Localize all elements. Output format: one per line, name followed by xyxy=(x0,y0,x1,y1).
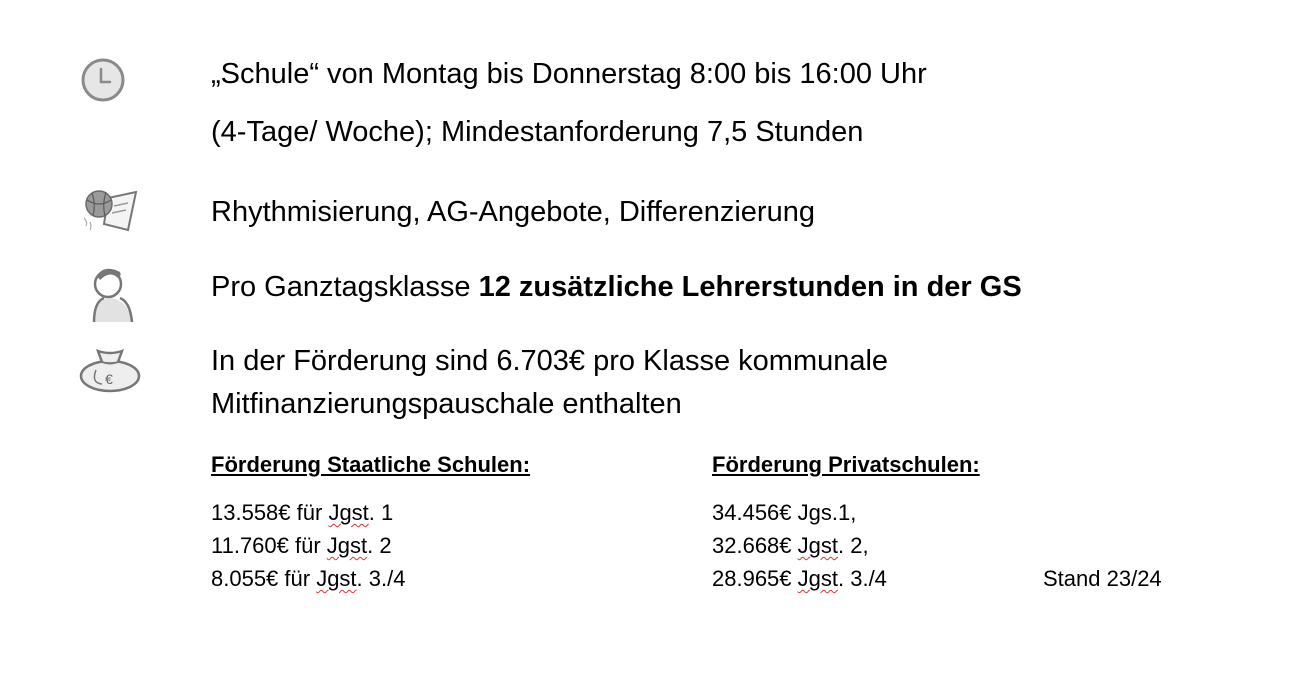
list-item: 13.558€ für Jgst. 1 xyxy=(211,500,394,525)
item-teacher-hours-prefix: Pro Ganztagsklasse xyxy=(211,271,479,303)
list-item: 32.668€ Jgst. 2, xyxy=(712,533,869,558)
item-rhythm: Rhythmisierung, AG-Angebote, Differenzierung xyxy=(211,196,815,228)
item-funding-line-2: Mitfinanzierungspauschale enthalten xyxy=(211,388,682,420)
item-teacher-hours-bold: 12 zusätzliche Lehrerstunden in der GS xyxy=(478,271,1022,303)
teacher-icon xyxy=(84,262,136,322)
clock-icon xyxy=(80,57,126,103)
ball-and-book-icon xyxy=(82,186,142,236)
list-item: 11.760€ für Jgst. 2 xyxy=(211,533,392,558)
item-teacher-hours xyxy=(211,273,1022,302)
svg-text:€: € xyxy=(105,371,113,387)
list-item: 34.456€ Jgs.1, xyxy=(712,500,857,525)
money-bag-euro-icon xyxy=(78,346,142,394)
state-funding-list xyxy=(211,496,405,595)
item-funding-line-1: In der Förderung sind 6.703€ pro Klasse kommunale xyxy=(211,345,889,377)
private-funding-list xyxy=(712,496,887,595)
list-item: 28.965€ Jgst. 3./4 xyxy=(712,566,887,591)
item-schedule-line-2: (4-Tage/ Woche); Mindestanforderung 7,5 Stunden xyxy=(211,116,864,148)
state-funding-heading: Förderung Staatliche Schulen: xyxy=(211,452,531,477)
list-item: 8.055€ für Jgst. 3./4 xyxy=(211,566,406,591)
stand-label: Stand 23/24 xyxy=(1043,566,1162,591)
item-schedule-line-1: „Schule“ von Montag bis Donnerstag 8:00 bis 16:00 Uhr xyxy=(211,58,927,90)
private-funding-heading: Förderung Privatschulen: xyxy=(712,452,980,477)
